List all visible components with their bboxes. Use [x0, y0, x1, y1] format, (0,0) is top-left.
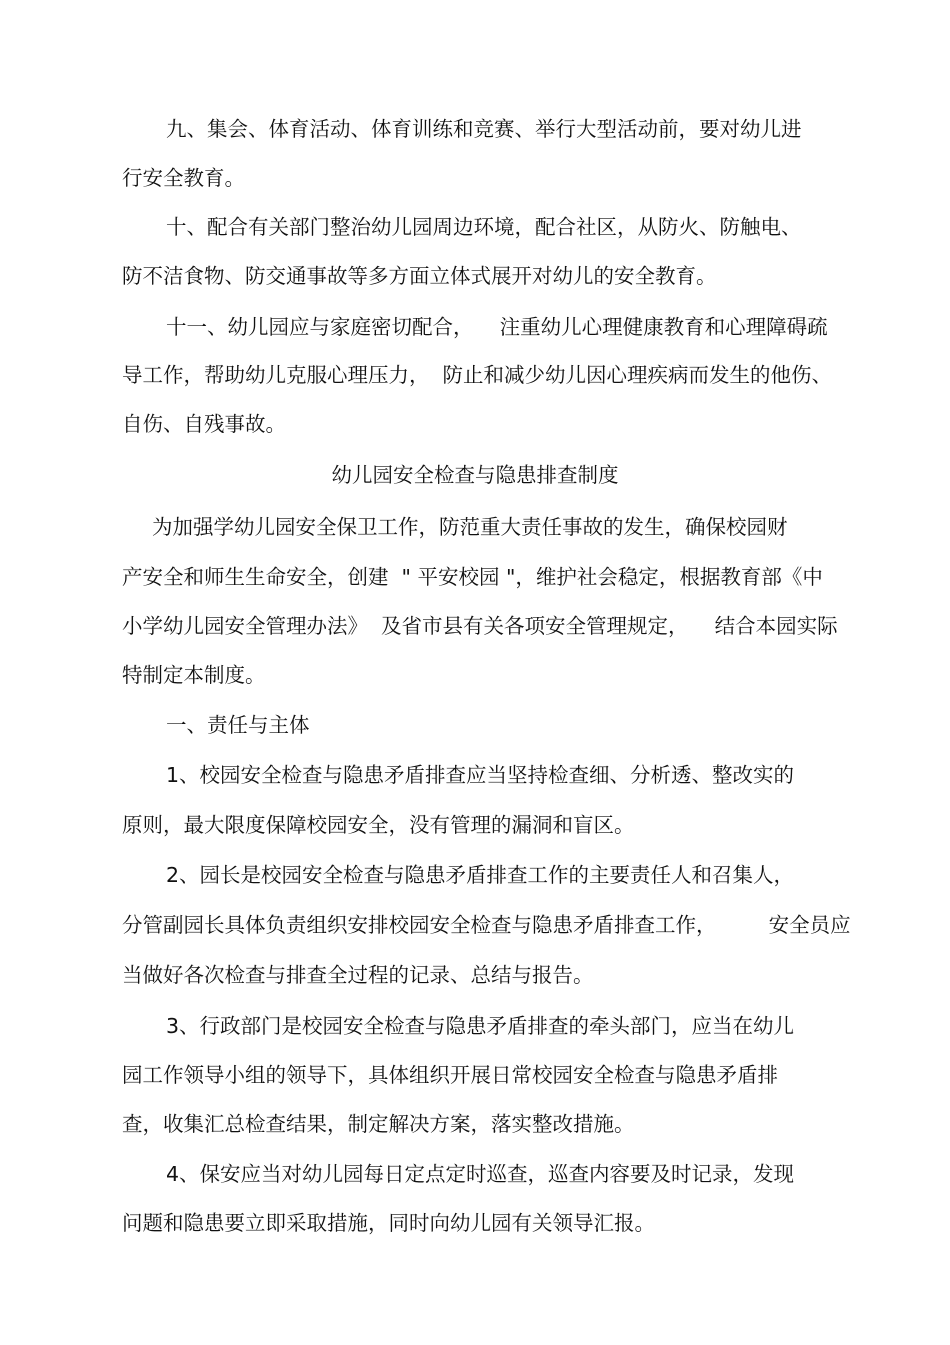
item-1-line-1: 1、校园安全检查与隐患矛盾排查应当坚持检查细、分析透、整改实的	[166, 763, 795, 787]
item-3-line-3: 查，收集汇总检查结果，制定解决方案，落实整改措施。	[122, 1112, 635, 1136]
section-title: 幼儿园安全检查与隐患排查制度	[331, 463, 619, 487]
item-2-line-2: 分管副园长具体负责组织安排校园安全检查与隐患矛盾排查工作， 安全员应	[122, 913, 851, 937]
item-2-line-3: 当做好各次检查与排查全过程的记录、总结与报告。	[122, 963, 594, 987]
intro-line-1: 为加强学幼儿园安全保卫工作，防范重大责任事故的发生，确保校园财	[152, 515, 788, 539]
intro-line-3: 小学幼儿园安全管理办法》 及省市县有关各项安全管理规定， 结合本园实际	[122, 614, 838, 638]
paragraph-11-line-3: 自伤、自残事故。	[122, 412, 286, 436]
item-4-line-2: 问题和隐患要立即采取措施，同时向幼儿园有关领导汇报。	[122, 1211, 655, 1235]
paragraph-11-line-2: 导工作，帮助幼儿克服心理压力， 防止和减少幼儿因心理疾病而发生的他伤、	[122, 363, 833, 387]
paragraph-9-line-1: 九、集会、体育活动、体育训练和竞赛、举行大型活动前，要对幼儿进	[166, 117, 802, 141]
item-3-line-1: 3、行政部门是校园安全检查与隐患矛盾排查的牵头部门，应当在幼儿	[166, 1014, 795, 1038]
item-4-line-1: 4、保安应当对幼儿园每日定点定时巡查，巡查内容要及时记录，发现	[166, 1162, 795, 1186]
item-1-line-2: 原则，最大限度保障校园安全，没有管理的漏洞和盲区。	[122, 813, 635, 837]
item-2-line-1: 2、园长是校园安全检查与隐患矛盾排查工作的主要责任人和召集人，	[166, 863, 795, 887]
item-3-line-2: 园工作领导小组的领导下，具体组织开展日常校园安全检查与隐患矛盾排	[122, 1063, 778, 1087]
intro-line-4: 特制定本制度。	[122, 663, 266, 687]
intro-line-2: 产安全和师生生命安全，创建 " 平安校园 "，维护社会稳定，根据教育部《中	[122, 565, 823, 589]
paragraph-10-line-1: 十、配合有关部门整治幼儿园周边环境，配合社区，从防火、防触电、	[166, 215, 802, 239]
paragraph-11-line-1: 十一、幼儿园应与家庭密切配合， 注重幼儿心理健康教育和心理障碍疏	[166, 315, 828, 339]
heading-responsibility: 一、责任与主体	[166, 713, 310, 737]
paragraph-10-line-2: 防不洁食物、防交通事故等多方面立体式展开对幼儿的安全教育。	[122, 264, 717, 288]
paragraph-9-line-2: 行安全教育。	[122, 166, 245, 190]
